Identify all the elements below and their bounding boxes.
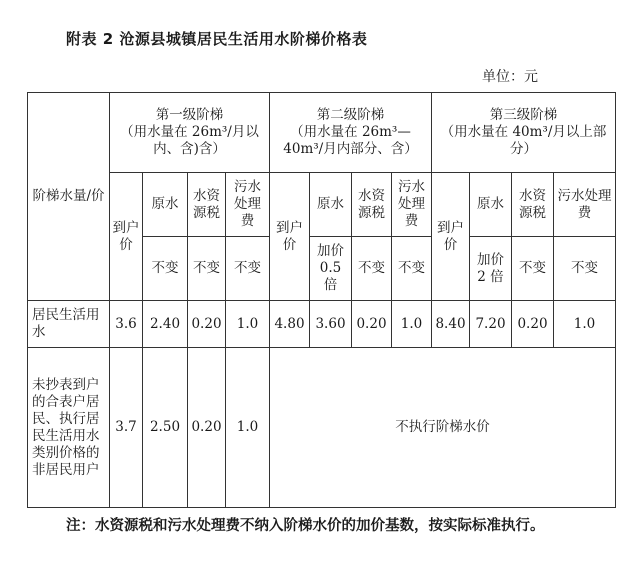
tier3-raw-adjust: 加价 2 倍	[470, 237, 512, 301]
tier2-sewage-header: 污水处理费	[392, 173, 432, 237]
water-price-table	[27, 92, 616, 508]
tier1-raw-header: 原水	[143, 173, 188, 237]
value-cell: 0.20	[512, 301, 554, 348]
tier2-range: （用水量在 26m³—40m³/月内部分、含）	[283, 124, 418, 157]
tier3-sewage-adjust: 不变	[554, 237, 616, 301]
table-row	[28, 348, 616, 508]
value-cell: 0.20	[188, 301, 226, 348]
tier2-sewage-adjust: 不变	[392, 237, 432, 301]
tier1-tax-adjust: 不变	[188, 237, 226, 301]
tier3-title: 第三级阶梯	[489, 107, 558, 123]
tier2-raw-adjust: 加价 0.5 倍	[310, 237, 352, 301]
tier1-sewage-adjust: 不变	[226, 237, 270, 301]
value-cell: 1.0	[226, 348, 270, 508]
value-cell: 3.60	[310, 301, 352, 348]
value-cell: 7.20	[470, 301, 512, 348]
tier2-title: 第二级阶梯	[316, 107, 385, 123]
tier3-range: （用水量在 40m³/月以上部分）	[440, 124, 607, 157]
value-cell: 3.6	[110, 301, 143, 348]
tier3-tax-adjust: 不变	[512, 237, 554, 301]
value-cell: 1.0	[226, 301, 270, 348]
value-cell: 0.20	[188, 348, 226, 508]
tier1-raw-adjust: 不变	[143, 237, 188, 301]
tier1-header	[110, 93, 270, 173]
tier3-header	[432, 93, 616, 173]
value-cell: 2.50	[143, 348, 188, 508]
value-cell: 0.20	[352, 301, 392, 348]
tier1-sewage-header: 污水处理费	[226, 173, 270, 237]
no-tier-pricing-note: 不执行阶梯水价	[270, 348, 616, 508]
tier1-title: 第一级阶梯	[155, 107, 224, 123]
value-cell: 1.0	[554, 301, 616, 348]
value-cell: 4.80	[270, 301, 310, 348]
unit-label: 单位：元	[482, 69, 538, 85]
tier2-raw-header: 原水	[310, 173, 352, 237]
non-metered-label: 未抄表到户的合表户居民、执行居民生活用水类别价格的非居民用户	[28, 348, 110, 508]
residential-label: 居民生活用水	[28, 301, 110, 348]
tier-header-row	[28, 93, 616, 173]
tier2-to-home-header: 到户价	[270, 173, 310, 301]
footnote: 注：水资源税和污水处理费不纳入阶梯水价的加价基数，按实际标准执行。	[66, 518, 545, 534]
tier3-sewage-header: 污水处理费	[554, 173, 616, 237]
table-row	[28, 301, 616, 348]
tier2-tax-adjust: 不变	[352, 237, 392, 301]
tier1-to-home-header: 到户价	[110, 173, 143, 301]
row-header-cell: 阶梯水量/价	[28, 93, 110, 301]
tier3-raw-header: 原水	[470, 173, 512, 237]
value-cell: 1.0	[392, 301, 432, 348]
tier3-to-home-header: 到户价	[432, 173, 470, 301]
tier1-range: （用水量在 26m³/月以内、含)含）	[120, 124, 259, 157]
tier3-tax-header: 水资源税	[512, 173, 554, 237]
value-cell: 3.7	[110, 348, 143, 508]
value-cell: 8.40	[432, 301, 470, 348]
value-cell: 2.40	[143, 301, 188, 348]
tier1-tax-header: 水资源税	[188, 173, 226, 237]
tier2-header	[270, 93, 432, 173]
column-header-row	[28, 173, 616, 237]
tier2-tax-header: 水资源税	[352, 173, 392, 237]
page-title: 附表 2 沧源县城镇居民生活用水阶梯价格表	[66, 30, 368, 48]
